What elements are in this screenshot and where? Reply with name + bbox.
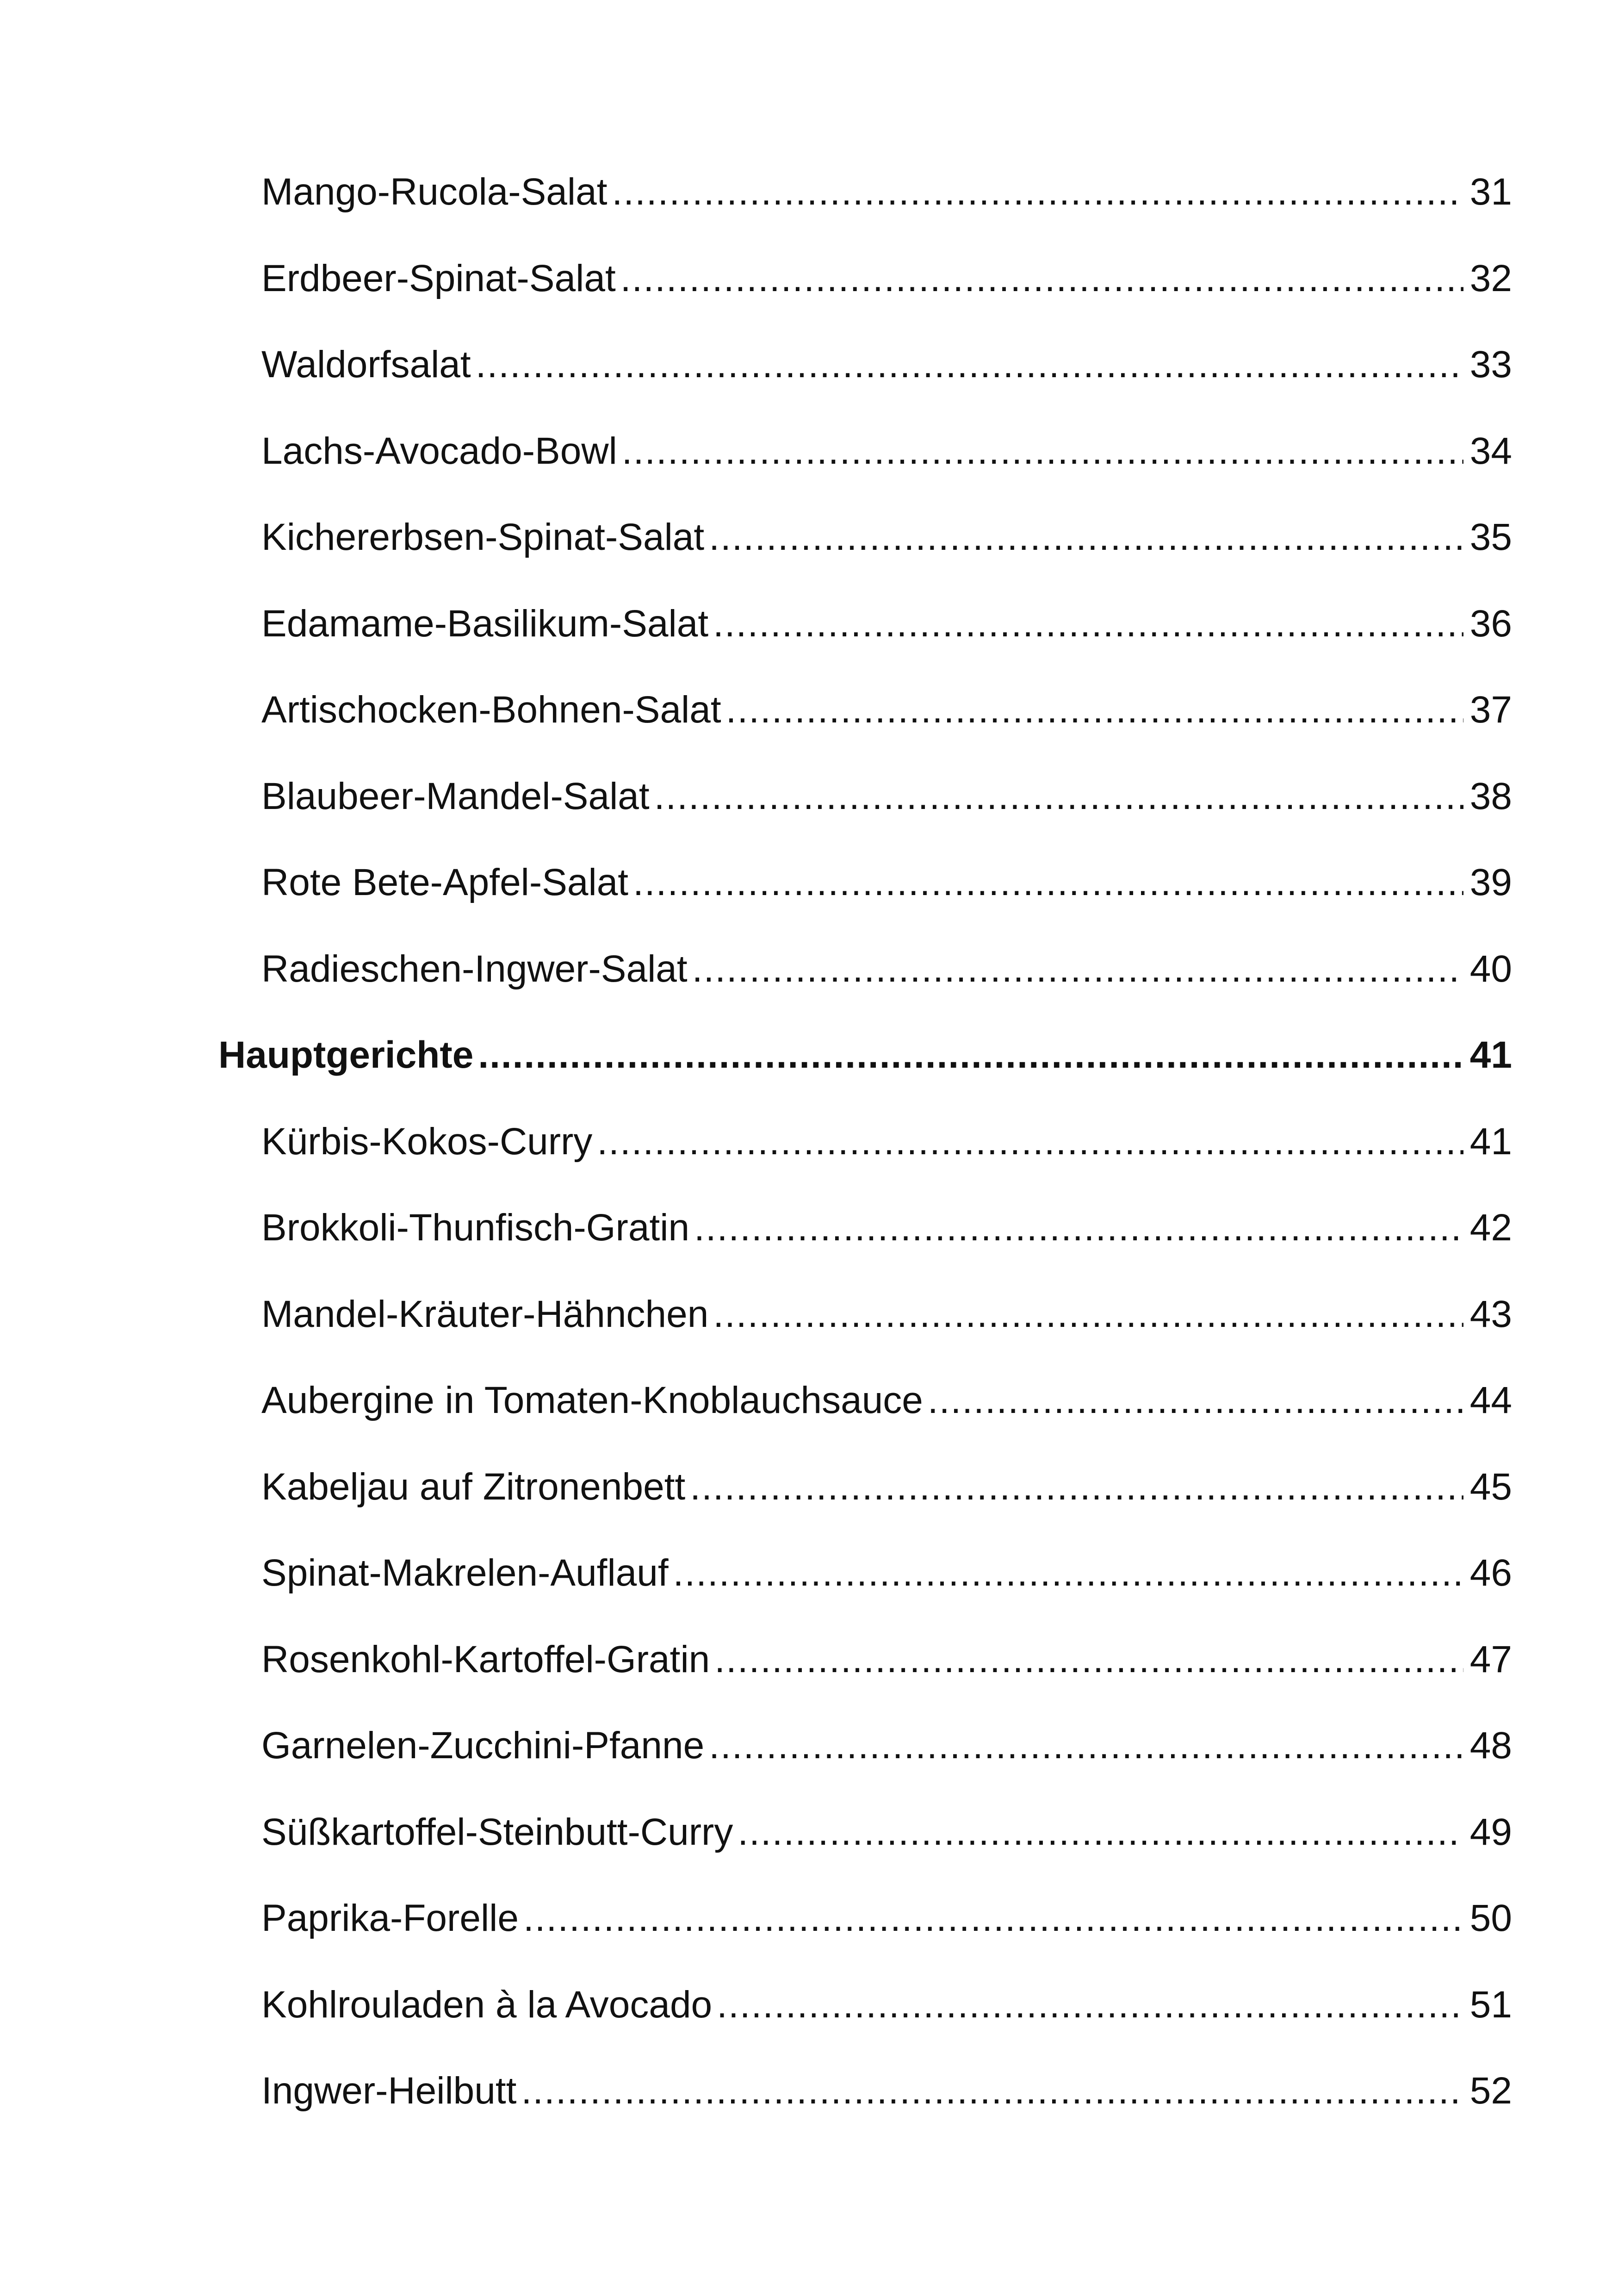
toc-entry-title: Paprika-Forelle <box>261 1897 519 1939</box>
toc-entry-title: Mandel-Kräuter-Hähnchen <box>261 1293 709 1335</box>
toc-entry[interactable] <box>261 1548 1512 1599</box>
toc-entry-page: 47 <box>1469 1638 1512 1680</box>
toc-entry[interactable] <box>261 2066 1512 2116</box>
dot-leader <box>673 1548 1463 1599</box>
dot-leader <box>622 426 1463 477</box>
toc-entry-title: Ingwer-Heilbutt <box>261 2070 517 2112</box>
toc-entry-title: Spinat-Makrelen-Auflauf <box>261 1552 669 1594</box>
toc-entry[interactable] <box>261 426 1512 477</box>
toc-entry-page: 45 <box>1469 1466 1512 1508</box>
toc-entry-page: 50 <box>1469 1897 1512 1939</box>
toc-entry-title: Erdbeer-Spinat-Salat <box>261 257 616 299</box>
dot-leader <box>476 339 1463 390</box>
toc-entry[interactable] <box>261 857 1512 908</box>
toc-entry-title: Brokkoli-Thunfisch-Gratin <box>261 1207 690 1249</box>
toc-entry-title: Aubergine in Tomaten-Knoblauchsauce <box>261 1379 923 1421</box>
toc-entry-title: Kabeljau auf Zitronenbett <box>261 1466 686 1508</box>
toc-entry[interactable] <box>261 1116 1512 1167</box>
dot-leader <box>612 167 1463 218</box>
toc-entry-page: 42 <box>1469 1207 1512 1249</box>
toc-entry[interactable] <box>261 1289 1512 1340</box>
toc-entry-page: 41 <box>1469 1120 1512 1163</box>
toc-entry[interactable] <box>261 1375 1512 1426</box>
toc-entry-title: Kürbis-Kokos-Curry <box>261 1120 593 1163</box>
dot-leader <box>694 1202 1463 1253</box>
toc-entry[interactable] <box>261 684 1512 735</box>
dot-leader <box>523 1893 1463 1944</box>
toc-entry-page: 49 <box>1469 1811 1512 1853</box>
dot-leader <box>714 1634 1463 1685</box>
dot-leader <box>709 1720 1463 1771</box>
toc-entry-page: 52 <box>1469 2070 1512 2112</box>
toc-entry[interactable] <box>261 1979 1512 2030</box>
toc-entry-title: Kohlrouladen à la Avocado <box>261 1984 713 2026</box>
toc-entry-page: 35 <box>1469 516 1512 558</box>
toc-entry-title: Blaubeer-Mandel-Salat <box>261 775 650 817</box>
toc-entry-page: 40 <box>1469 948 1512 990</box>
toc-entry-page: 48 <box>1469 1724 1512 1767</box>
toc-entry[interactable] <box>261 771 1512 822</box>
dot-leader <box>690 1462 1463 1512</box>
toc-entry-page: 46 <box>1469 1552 1512 1594</box>
toc-entry-title: Rote Bete-Apfel-Salat <box>261 861 629 903</box>
toc-entry-page: 36 <box>1469 603 1512 645</box>
toc-entry-title: Edamame-Basilikum-Salat <box>261 603 709 645</box>
toc-section-page: 41 <box>1469 1034 1512 1076</box>
dot-leader <box>928 1375 1463 1426</box>
toc-entry-page: 43 <box>1469 1293 1512 1335</box>
dot-leader <box>709 512 1463 563</box>
toc-entry[interactable] <box>261 1462 1512 1512</box>
toc-entry[interactable] <box>261 1634 1512 1685</box>
toc-entry-title: Garnelen-Zucchini-Pfanne <box>261 1724 705 1767</box>
toc-entry-page: 44 <box>1469 1379 1512 1421</box>
toc-entry-page: 38 <box>1469 775 1512 817</box>
toc-entry-title: Radieschen-Ingwer-Salat <box>261 948 688 990</box>
dot-leader <box>654 771 1463 822</box>
toc-entry-page: 37 <box>1469 689 1512 731</box>
toc-entry[interactable] <box>261 598 1512 649</box>
toc-entry[interactable] <box>261 1893 1512 1944</box>
dot-leader <box>713 1289 1463 1340</box>
toc-entry-page: 32 <box>1469 257 1512 299</box>
toc-entry[interactable] <box>261 1807 1512 1858</box>
toc-entry-title: Waldorfsalat <box>261 343 471 386</box>
toc-entry-page: 34 <box>1469 430 1512 472</box>
toc-entry[interactable] <box>261 1720 1512 1771</box>
toc-entry[interactable] <box>261 167 1512 218</box>
toc-entry-title: Kichererbsen-Spinat-Salat <box>261 516 705 558</box>
toc-entry-title: Lachs-Avocado-Bowl <box>261 430 617 472</box>
toc-entry[interactable] <box>261 512 1512 563</box>
dot-leader <box>726 684 1463 735</box>
toc-entry[interactable] <box>261 339 1512 390</box>
toc-entry[interactable] <box>261 253 1512 304</box>
dot-leader <box>717 1979 1463 2030</box>
dot-leader <box>620 253 1463 304</box>
dot-leader <box>521 2066 1463 2116</box>
dot-leader <box>713 598 1463 649</box>
dot-leader <box>738 1807 1463 1858</box>
toc-section-entry[interactable] <box>218 1030 1512 1081</box>
toc-entry-page: 51 <box>1469 1984 1512 2026</box>
toc-entry[interactable] <box>261 1202 1512 1253</box>
toc-entry-page: 39 <box>1469 861 1512 903</box>
toc-entry-page: 31 <box>1469 171 1512 213</box>
toc-entry-title: Rosenkohl-Kartoffel-Gratin <box>261 1638 710 1680</box>
toc-entry-title: Süßkartoffel-Steinbutt-Curry <box>261 1811 733 1853</box>
toc-entry-title: Artischocken-Bohnen-Salat <box>261 689 721 731</box>
dot-leader <box>692 944 1463 995</box>
toc-entry-title: Mango-Rucola-Salat <box>261 171 608 213</box>
dot-leader <box>597 1116 1463 1167</box>
toc-entry-page: 33 <box>1469 343 1512 386</box>
toc-section-title: Hauptgerichte <box>218 1034 474 1076</box>
dot-leader <box>478 1030 1463 1081</box>
dot-leader <box>633 857 1463 908</box>
toc-entry[interactable] <box>261 944 1512 995</box>
